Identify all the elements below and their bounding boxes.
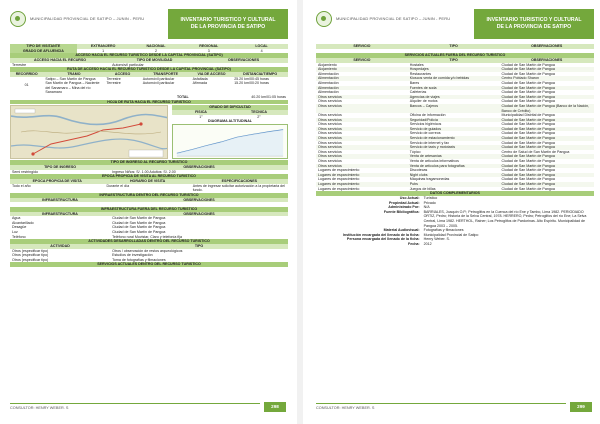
table-cell: Kioscos venta de comida y/o bebidas bbox=[409, 76, 470, 81]
table-cell: Otros servicios bbox=[318, 99, 342, 104]
ruta-cell: 15.20 km/00:20 horas bbox=[234, 81, 269, 86]
left-page bbox=[0, 0, 294, 424]
table-cell: Alojamiento bbox=[318, 67, 337, 72]
table-cell: Ciudad de San Martín de Pangoa bbox=[501, 131, 555, 136]
altitude-diagram bbox=[172, 124, 288, 159]
table-cell: Ciudad de San Martín de Pangoa bbox=[501, 80, 555, 85]
infra-dentro-header: INFRAESTRUCTURA bbox=[10, 198, 110, 203]
table-cell: Ciudad de San Martín de Pangoa bbox=[501, 90, 555, 95]
complementarios-band: DATOS COMPLEMENTARIOS bbox=[316, 191, 594, 196]
table-cell: Teléfono rural Movistar, Claro y telefonía fija bbox=[112, 234, 182, 239]
table-cell: Otros servicios bbox=[318, 136, 342, 141]
servicios-fuera-header: SERVICIO bbox=[316, 58, 408, 63]
table-cell: Otros servicios bbox=[318, 154, 342, 159]
consultant-name: CONSULTOR: HENRY WEBER. S bbox=[316, 406, 375, 410]
ruta-header-cell: ACCESO bbox=[105, 72, 141, 77]
table-cell: Alcantarillado bbox=[12, 220, 34, 225]
table-cell: Agua bbox=[12, 216, 21, 221]
hoja-ruta-section bbox=[10, 105, 288, 159]
infra-fuera-header: OBSERVACIONES bbox=[110, 212, 288, 217]
actividades-header: ACTIVIDAD bbox=[10, 244, 110, 249]
complementario-value: Municipalidad Provincial de Satipo bbox=[423, 232, 479, 237]
epoca-header: HORARIO DE VISITA bbox=[105, 179, 191, 184]
table-cell: Ciudad de San Martín de Pangoa bbox=[501, 136, 555, 141]
table-cell: Alimentación bbox=[318, 71, 339, 76]
servicios-fuera-header: OBSERVACIONES bbox=[499, 58, 594, 63]
acceso-cell: Automóvil particular bbox=[112, 62, 144, 67]
table-cell: Servicio de guiados bbox=[409, 126, 442, 131]
table-cell: Ciudad de San Martín de Pangoa bbox=[501, 182, 555, 187]
table-cell: Servicio de taxis y mototaxis bbox=[409, 145, 456, 150]
complementarios-rows bbox=[316, 196, 594, 247]
table-cell: Ciudad de San Martín de Pangoa bbox=[112, 220, 166, 225]
table-cell: Juegos de billas bbox=[409, 186, 436, 191]
table-cell: Alimentación bbox=[318, 80, 339, 85]
table-cell: Ciudad de San Martín de Pangoa bbox=[501, 186, 555, 191]
table-cell: Alojamiento bbox=[318, 62, 337, 67]
grado-value: 2 bbox=[154, 48, 157, 53]
servicios-top-header-row bbox=[316, 44, 594, 49]
altitude-diagram-drawing bbox=[173, 125, 287, 158]
ruta-cell: Terrestre bbox=[106, 76, 121, 81]
table-cell: Otros servicios bbox=[318, 163, 342, 168]
table-cell: Centro Poblado Sharon bbox=[501, 76, 540, 81]
consultant-name: CONSULTOR: HENRY WEBER. S bbox=[10, 406, 69, 410]
epoca-cell: Antes de ingresar solicitar autorización a la propietaria del fundo. bbox=[192, 183, 285, 193]
complementario-label: Material Audiovisual: bbox=[383, 228, 420, 233]
table-cell: Estudios de investigación bbox=[112, 253, 153, 258]
visitor-header-cell: LOCAL bbox=[235, 44, 288, 49]
table-cell: Lugares de esparcimiento bbox=[318, 186, 360, 191]
ruta-header-cell: TRANSPORTE bbox=[141, 72, 191, 77]
ruta-header-cell: RECORRIDO bbox=[10, 72, 43, 77]
table-cell: Centro de Salud de San Martín de Pangoa bbox=[501, 149, 570, 154]
table-cell: Venta de artículos para fotografías bbox=[409, 163, 465, 168]
servicios-fuera-rows bbox=[316, 63, 594, 192]
servicios-top-header: TIPO bbox=[408, 44, 500, 49]
municipality-logo bbox=[10, 11, 26, 27]
epoca-header: EPOCA PROPICIA DE VISITA bbox=[10, 179, 105, 184]
page-footer bbox=[10, 402, 286, 414]
servicios-dentro-band: SERVICIOS ACTUALES DENTRO DEL RECURSO TURISTICO bbox=[10, 262, 288, 267]
table-cell: Ciudad de San Martín de Pangoa bbox=[501, 145, 555, 150]
ruta-cell: Afirmada bbox=[192, 81, 207, 86]
epoca-header: ESPECIFICACIONES bbox=[191, 179, 288, 184]
ruta-cell: San Martín de Pangoa – Naciente del Sanamaro – Mina del río Sanamaro bbox=[45, 81, 100, 95]
servicios-top-header: OBSERVACIONES bbox=[499, 44, 594, 49]
table-cell: Ciudad de San Martín de Pangoa bbox=[501, 85, 555, 90]
complementario-label: Uso Actual: bbox=[399, 196, 420, 200]
hoja-ruta-band: HOJA DE RUTA HACIA EL RECURSO TURISTICO bbox=[10, 100, 288, 105]
servicios-top-header: SERVICIO bbox=[316, 44, 408, 49]
visitor-header-cell: REGIONAL bbox=[182, 44, 235, 49]
ingreso-band: TIPO DE INGRESO AL RECURSO TURISTICO bbox=[10, 160, 288, 165]
table-row bbox=[316, 104, 594, 113]
table-cell: Seguridad/Policía bbox=[409, 117, 438, 122]
infra-dentro-band: INFRAESTRUCTURA DENTRO DEL RECURSO TURISTICO bbox=[10, 193, 288, 198]
servicios-fuera-header: TIPO bbox=[408, 58, 500, 63]
table-cell: Otros servicios bbox=[318, 103, 342, 108]
complementario-value: 2012 bbox=[423, 241, 432, 246]
ruta-rows bbox=[43, 77, 288, 95]
ruta-recorrido: 01 bbox=[24, 83, 29, 88]
dificultad-value: 2° bbox=[257, 114, 261, 119]
complementario-value: BARRIALES, Joaquín O.P.; Petroglifos en la Cuenca del río Ene y Tambo, Lima 1982. PERIODIADO ORTIZ, Pedro; Historia de la Selva Central, 1978. HERRERO, Pedro; Petroglifos del río Ene; La Selva Central, Lima 1982. HERTHOL, Rainer; Los Petroglifos de Pardorinas. Alto Espíritu. Municipalidad de Pangoa 2003 – 2005. bbox=[423, 209, 587, 228]
epoca-cell: Durante el día bbox=[106, 183, 130, 188]
municipality-name: MUNICIPALIDAD PROVINCIAL DE SATIPO – JUNIN - PERU bbox=[336, 16, 451, 21]
epoca-band: EPOCA PROPICIA DE VISITA AL RECURSO TURISTICO bbox=[10, 174, 288, 179]
table-cell: Venta de artesanías bbox=[409, 154, 442, 159]
visitor-header-cell: NACIONAL bbox=[130, 44, 183, 49]
acceso-header-cell: OBSERVACIONES bbox=[199, 58, 288, 63]
ruta-header-cell: DISTANCIA/TIEMPO bbox=[232, 72, 288, 77]
table-cell: Ciudad de San Martín de Pangoa bbox=[501, 67, 555, 72]
table-cell: Restaurantes bbox=[409, 71, 432, 76]
table-cell: Desagüe bbox=[12, 225, 27, 230]
page-number: 299 bbox=[570, 402, 592, 412]
actividades-band: ACTIVIDADES DESARROLLADAS DENTRO DEL RECURSO TURISTICO bbox=[10, 239, 288, 244]
table-cell: Ciudad de San Martín de Pangoa bbox=[501, 154, 555, 159]
table-cell: Fuentes de soda bbox=[409, 85, 437, 90]
table-cell: Tópico bbox=[409, 149, 421, 154]
table-cell: Servicios higiénicos bbox=[409, 122, 442, 127]
table-cell: Lugares de esparcimiento bbox=[318, 177, 360, 182]
table-cell: Bares bbox=[409, 80, 420, 85]
table-cell: Teléfono bbox=[12, 234, 26, 239]
footer-line bbox=[316, 403, 566, 404]
ruta-row bbox=[43, 81, 288, 95]
route-map bbox=[10, 105, 168, 159]
table-cell: Otros (especificar tipo) bbox=[12, 257, 49, 262]
table-cell: Otros servicios bbox=[318, 122, 342, 127]
page-header bbox=[10, 9, 288, 39]
footer-line bbox=[10, 403, 260, 404]
table-cell: Ciudad de San Martín de Pangoa bbox=[501, 126, 555, 131]
municipality-name: MUNICIPALIDAD PROVINCIAL DE SATIPO – JUNIN - PERU bbox=[30, 16, 145, 21]
table-cell: Otros servicios bbox=[318, 94, 342, 99]
table-cell: Ciudad de San Martín de Pangoa bbox=[501, 122, 555, 127]
table-cell: Servicio de internet y fax bbox=[409, 140, 450, 145]
inventory-title bbox=[168, 9, 288, 39]
table-cell: Ciudad de San Martín de Pangoa bbox=[112, 230, 166, 235]
ingreso-header: TIPO DE INGRESO bbox=[10, 165, 110, 170]
right-content bbox=[316, 44, 594, 247]
table-cell: Discotecas bbox=[409, 168, 428, 173]
table-cell: Lugares de esparcimiento bbox=[318, 182, 360, 187]
table-cell: Municipalidad Distrital de Pangoa bbox=[501, 113, 555, 118]
table-cell: Ciudad de San Martín de Pangoa bbox=[112, 225, 166, 230]
ruta-body bbox=[10, 77, 288, 95]
table-cell: Otros servicios bbox=[318, 131, 342, 136]
ruta-cell: 25.20 km/00:45 horas bbox=[234, 76, 269, 81]
complementario-value: N/A bbox=[423, 205, 430, 210]
page-header bbox=[316, 9, 594, 39]
ingreso-cell: Ingreso Niños: S/. 1.00 Adultos: S/. 2.00 bbox=[112, 169, 176, 174]
inventory-title-line2: DE LA PROVINCIA DE SATIPO bbox=[190, 24, 266, 30]
table-cell: Toma de fotografías y filmaciones bbox=[112, 257, 166, 262]
page-number: 298 bbox=[264, 402, 286, 412]
table-cell: Otros (especificar tipo) bbox=[12, 253, 49, 258]
infra-fuera-band: INFRAESTRUCTURA FUERA DEL RECURSO TURISTICO bbox=[10, 207, 288, 212]
inventory-title-line1: INVENTARIO TURISTICO Y CULTURAL bbox=[180, 17, 276, 23]
acceso-band: ACCESO HACIA EL RECURSO TURISTICO DESDE LA CAPITAL PROVINCIAL (SATIPO) bbox=[10, 53, 288, 58]
table-cell: Ciudad de San Martín de Pangoa bbox=[501, 168, 555, 173]
table-cell: Ciudad de San Martín de Pangoa bbox=[501, 62, 555, 67]
table-cell: Ciudad de San Martín de Pangoa (Banco de la Nación, Banco de Crédito) bbox=[501, 103, 590, 113]
complementario-row bbox=[316, 242, 594, 247]
table-cell: Alimentación bbox=[318, 90, 339, 95]
ingreso-header: OBSERVACIONES bbox=[110, 165, 288, 170]
table-cell: Alquiler de motos bbox=[409, 99, 438, 104]
ruta-cell: Automóvil particular bbox=[142, 76, 175, 81]
actividades-header: TIPO bbox=[110, 244, 288, 249]
ruta-total-value: 40.20 km/01:05 horas bbox=[251, 94, 286, 99]
grado-value: 1 bbox=[102, 48, 105, 53]
table-cell: Otros servicios bbox=[318, 117, 342, 122]
book-spine bbox=[297, 0, 303, 424]
municipality-logo bbox=[316, 11, 332, 27]
dificultad-band: GRADO DE DIFICULTAD bbox=[172, 105, 288, 110]
table-cell: Cafeterías bbox=[409, 90, 427, 95]
table-cell: Agencias de viajes bbox=[409, 94, 440, 99]
grado-label: GRADO DE AFLUENCIA bbox=[10, 49, 77, 54]
table-cell: Máquinas tragamonedas bbox=[409, 177, 450, 182]
ruta-band: RUTA DE ACCESO HACIA EL RECURSO TURISTICO DESDE LA CAPITAL PROVINCIAL (SATIPO) bbox=[10, 67, 288, 72]
table-cell: Otros servicios bbox=[318, 140, 342, 145]
table-cell: Oficina de información bbox=[409, 113, 446, 118]
servicios-fuera-band: SERVICIOS ACTUALES FUERA DEL RECURSO TURISTICO bbox=[316, 53, 594, 58]
table-cell: Lugares de esparcimiento bbox=[318, 168, 360, 173]
table-cell: Otros servicios bbox=[318, 149, 342, 154]
complementario-value: Turístico bbox=[423, 196, 438, 200]
dificultad-header: TECNICA bbox=[230, 110, 288, 115]
table-cell: Hospedajes bbox=[409, 67, 429, 72]
table-cell: Otros / observación de restos arqueológicos bbox=[112, 248, 183, 253]
complementario-value: Fotografías y filmaciones bbox=[423, 228, 464, 233]
complementario-value: Privado bbox=[423, 200, 436, 205]
ruta-header-cell: VIA DE ACCESO bbox=[191, 72, 233, 77]
visitor-header-cell: EXTRANJERO bbox=[77, 44, 130, 49]
table-cell: Luz bbox=[12, 230, 18, 235]
table-cell: Alimentación bbox=[318, 76, 339, 81]
table-cell: Ciudad de San Martín de Pangoa bbox=[112, 216, 166, 221]
acceso-cell: Terrestre bbox=[12, 62, 27, 67]
complementario-label: Persona encargada del llenado de la ficha: bbox=[346, 237, 420, 242]
infra-fuera-rows bbox=[10, 216, 288, 239]
route-map-drawing bbox=[11, 106, 168, 159]
acceso-header-cell: TIPO DE MOVILIDAD bbox=[110, 58, 199, 63]
acceso-header-cell: ACCESO HACIA EL RECURSO bbox=[10, 58, 110, 63]
table-cell: Bancos – Cajeros bbox=[409, 103, 439, 108]
inventory-title bbox=[474, 9, 594, 39]
complementario-label: Fuente Bibliográfica: bbox=[383, 209, 420, 214]
visitor-header-cell: TIPO DE VISITANTE bbox=[10, 44, 77, 49]
inventory-title-line2: DE LA PROVINCIA DE SATIPO bbox=[496, 24, 572, 30]
complementario-value: Henry Weber. S. bbox=[423, 237, 450, 242]
table-cell: Ciudad de San Martín de Pangoa bbox=[501, 159, 555, 164]
table-cell: Otros servicios bbox=[318, 159, 342, 164]
table-cell: Otros servicios bbox=[318, 126, 342, 131]
ruta-cell: Satipo – San Martín de Pangoa bbox=[45, 76, 96, 81]
ingreso-cell: Semi restringido bbox=[12, 169, 38, 174]
table-cell: Ciudad de San Martín de Pangoa bbox=[501, 99, 555, 104]
table-cell: Ciudad de San Martín de Pangoa bbox=[501, 163, 555, 168]
dificultad-panel bbox=[172, 105, 288, 159]
right-page bbox=[306, 0, 600, 424]
infra-dentro-header: OBSERVACIONES bbox=[110, 198, 288, 203]
table-cell: Ciudad de San Martín de Pangoa bbox=[501, 94, 555, 99]
table-cell: Night clubs bbox=[409, 172, 428, 177]
ruta-cell: Asfaltada bbox=[192, 76, 208, 81]
left-content bbox=[10, 44, 288, 267]
table-cell: Venta de artículos informativos bbox=[409, 159, 459, 164]
table-cell: Servicio de correos bbox=[409, 131, 441, 136]
complementario-row bbox=[316, 210, 594, 228]
epoca-cell: Todo el año bbox=[12, 183, 31, 188]
table-cell: Ciudad de San Martín de Pangoa bbox=[501, 117, 555, 122]
diagrama-label: DIAGRAMA ALTITUDINAL bbox=[208, 119, 252, 124]
table-cell: Alimentación bbox=[318, 85, 339, 90]
ruta-total-label: TOTAL bbox=[177, 94, 189, 99]
inventory-title-line1: INVENTARIO TURISTICO Y CULTURAL bbox=[486, 17, 582, 23]
table-cell: Servicio de estacionamiento bbox=[409, 136, 455, 141]
table-cell: Pubs bbox=[409, 182, 418, 187]
table-cell: Ciudad de San Martín de Pangoa bbox=[501, 71, 555, 76]
complementario-label: Administrado Por: bbox=[388, 205, 420, 210]
table-cell: Ciudad de San Martín de Pangoa bbox=[501, 172, 555, 177]
complementario-label: Fecha: bbox=[408, 241, 420, 246]
dificultad-value: 1° bbox=[199, 114, 203, 119]
table-cell: Otros servicios bbox=[318, 113, 342, 118]
complementario-label: Propiedad Actual: bbox=[389, 200, 420, 205]
table-cell: Hostales bbox=[409, 62, 424, 67]
grado-value: 3 bbox=[207, 48, 210, 53]
dificultad-header: FISICA bbox=[172, 110, 230, 115]
table-cell: Lugares de esparcimiento bbox=[318, 172, 360, 177]
grado-value: 4 bbox=[260, 48, 263, 53]
page-footer bbox=[316, 402, 592, 414]
ruta-cell: Terrestre bbox=[106, 81, 121, 86]
ruta-cell: Automóvil particular bbox=[142, 81, 175, 86]
table-cell: Otros servicios bbox=[318, 145, 342, 150]
table-cell: Otros (especificar tipo) bbox=[12, 248, 49, 253]
table-cell: Ciudad de San Martín de Pangoa bbox=[501, 177, 555, 182]
complementario-label: Institución encargada del llenado de la ficha: bbox=[342, 232, 420, 237]
ruta-header-cell: TRAMO bbox=[43, 72, 104, 77]
actividades-rows bbox=[10, 249, 288, 263]
table-cell: Ciudad de San Martín de Pangoa bbox=[501, 140, 555, 145]
infra-fuera-header: INFRAESTRUCTURA bbox=[10, 212, 110, 217]
